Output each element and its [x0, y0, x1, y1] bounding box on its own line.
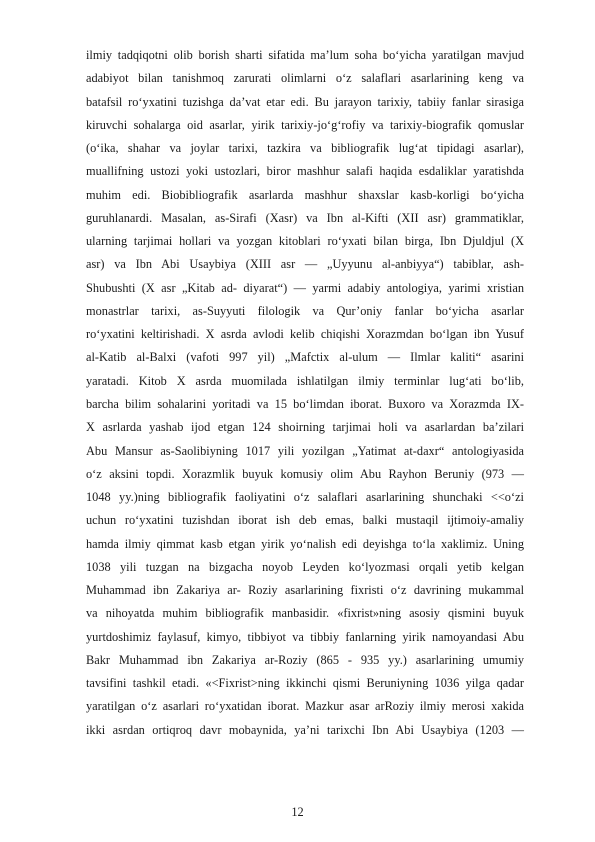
text-line: adabiyot bilan tanishmoq zarurati olimlarni o‘z salaflari asarlarining keng va	[86, 71, 524, 86]
body-paragraph	[86, 44, 524, 742]
text-line: X asrlarda yashab ijod etgan 124 shoirning tarjimai holi va asarlardan ba’zilari	[86, 420, 524, 435]
text-line: yurtdoshimiz faylasuf, kimyo, tibbiyot va tibbiy fanlarning yirik namoyandasi Abu	[86, 629, 524, 644]
text-line: Abu Mansur as-Saolibiyning 1017 yili yozilgan „Yatimat at-daxr“ antologiyasida	[86, 443, 524, 458]
text-line: asr) va Ibn Abi Usaybiya (XIII asr — „Uyyunu al-anbiyya“) tabiblar, ash-	[86, 257, 524, 272]
text-line: uchun ro‘yxatini tuzishdan iborat ish deb emas, balki mustaqil ijtimoiy-amaliy	[86, 513, 524, 528]
text-line: al-Katib al-Balxi (vafoti 997 yil) „Mafctix al-ulum — Ilmlar kaliti“ asarini	[86, 350, 524, 365]
text-line: Muhammad ibn Zakariya ar- Roziy asarlarining fixristi o‘z davrining mukammal	[86, 583, 524, 598]
document-page	[86, 44, 524, 742]
text-line: Shubushti (X asr „Kitab ad- diyarat“) — yarmi adabiy antologiya, yarimi xristian	[86, 280, 524, 295]
text-line: tavsifini tashkil etadi. «<Fixrist>ning ikkinchi qismi Beruniyning 1036 yilga qadar	[86, 676, 524, 691]
text-line: guruhlanardi. Masalan, as-Sirafi (Xasr) va Ibn al-Kifti (XII asr) grammatiklar,	[86, 210, 524, 225]
text-line: va nihoyatda muhim bibliografik manbasidir. «fixrist»ning asosiy qismini buyuk	[86, 606, 524, 621]
text-line: yaratilgan o‘z asarlari ro‘yxatidan iborat. Mazkur asar arRoziy ilmiy merosi xakida	[86, 699, 524, 714]
text-line: hamda ilmiy qimmat kasb etgan yirik yo‘nalish edi deyishga to‘la xaklimiz. Uning	[86, 536, 524, 551]
text-line: 1048 yy.)ning bibliografik faoliyatini o‘z salaflari asarlarining shunchaki <<o‘zi	[86, 490, 524, 505]
text-line: ro‘yxatini keltirishadi. X asrda avlodi kelib chiqishi Xorazmdan bo‘lgan ibn Yusuf	[86, 327, 524, 342]
text-line: o‘z aksini topdi. Xorazmlik buyuk komusiy olim Abu Rayhon Beruniy (973 —	[86, 466, 524, 481]
text-line: ikki asrdan ortiqroq davr mobaynida, ya’ni tarixchi Ibn Abi Usaybiya (1203 —	[86, 722, 524, 737]
text-line: ularning tarjimai hollari va yozgan kitoblari ro‘yxati bilan birga, Ibn Djuldjul (X	[86, 234, 524, 249]
text-line: muhim edi. Biobibliografik asarlarda mashhur shaxslar kasb-korligi bo‘yicha	[86, 187, 524, 202]
text-line: Bakr Muhammad ibn Zakariya ar-Roziy (865 - 935 yy.) asarlarining umumiy	[86, 652, 524, 667]
text-line: (o‘ika, shahar va joylar tarixi, tazkira va bibliografik lug‘at tipidagi asarlar),	[86, 141, 524, 156]
text-line: barcha bilim sohalarini yoritadi va 15 bo‘limdan iborat. Buxoro va Xorazmda IX-	[86, 396, 524, 411]
text-line: ilmiy tadqiqotni olib borish sharti sifatida ma’lum soha bo‘yicha yaratilgan mavjud	[86, 48, 524, 62]
text-line: monastrlar tarixi, as-Suyyuti filologik va Qur’oniy fanlar bo‘yicha asarlar	[86, 303, 524, 318]
text-line: kiruvchi sohalarga oid asarlar, yirik tarixiy-jo‘g‘rofiy va tarixiy-biografik qomuslar	[86, 117, 524, 132]
text-line: 1038 yili tuzgan na bizgacha noyob Leyden ko‘lyozmasi orqali yetib kelgan	[86, 559, 524, 574]
text-line: yaratadi. Kitob X asrda muomilada ishlatilgan ilmiy terminlar lug‘ati bo‘lib,	[86, 373, 524, 388]
text-line: muallifning ustozi yoki ustozlari, biror mashhur salafi haqida esdaliklar yaratishda	[86, 164, 524, 179]
text-line: batafsil ro‘yxatini tuzishga da’vat etar edi. Bu jarayon tarixiy, tabiiy fanlar sirasiga	[86, 94, 524, 109]
page-number: 12	[291, 805, 304, 819]
